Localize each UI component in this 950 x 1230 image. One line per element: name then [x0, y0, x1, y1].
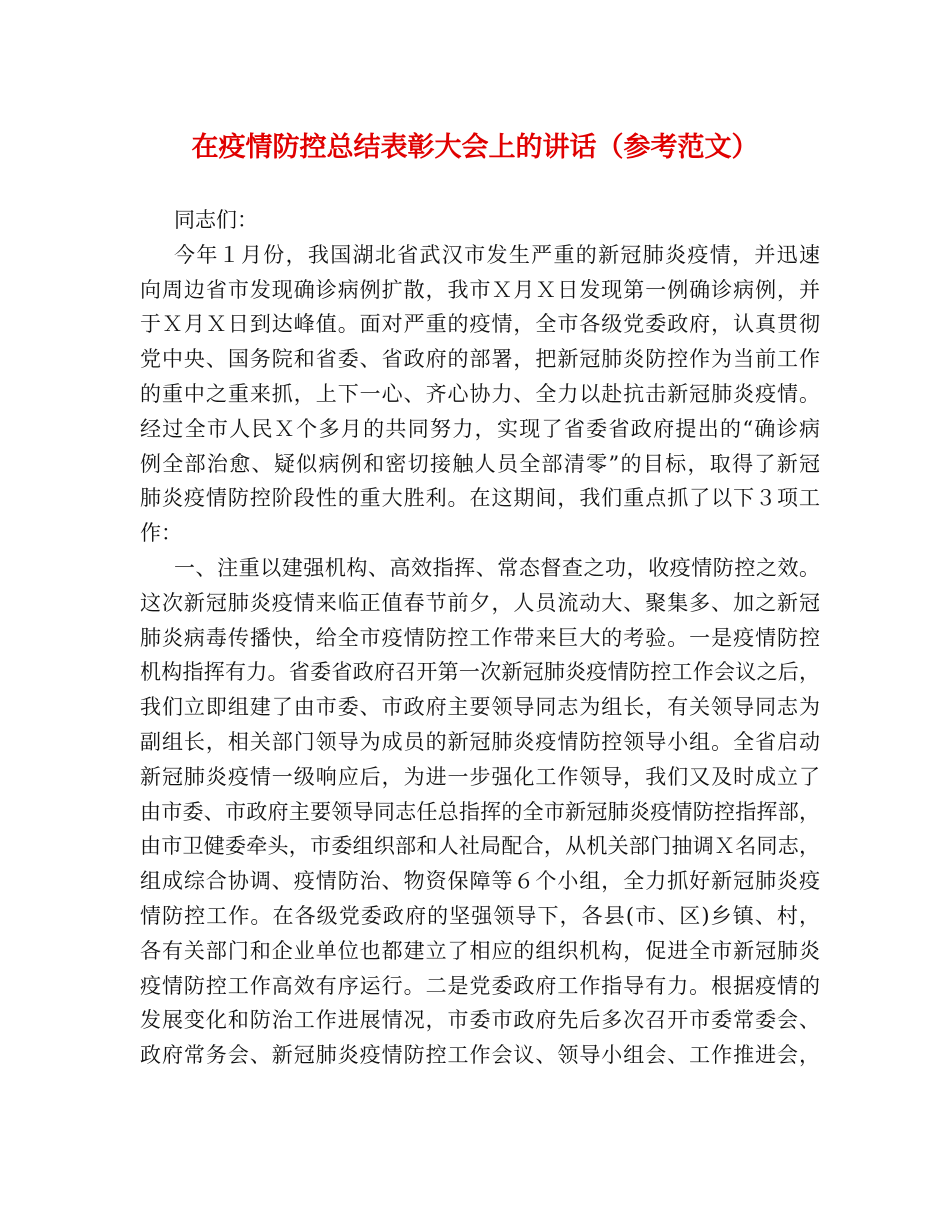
body-line: 于Ｘ月Ｘ日到达峰值。面对严重的疫情，全市各级党委政府，认真贯彻 [140, 312, 820, 337]
body-line: 经过全市人民Ｘ个多月的共同努力，实现了省委省政府提出的“确诊病 [140, 416, 820, 441]
body-line: 这次新冠肺炎疫情来临正值春节前夕，人员流动大、聚集多、加之新冠 [140, 590, 820, 615]
body-line: 组成综合协调、疫情防治、物资保障等６个小组，全力抓好新冠肺炎疫 [140, 869, 820, 894]
body-line: 作： [140, 521, 182, 546]
body-line: 发展变化和防治工作进展情况，市委市政府先后多次召开市委常委会、 [140, 1008, 820, 1033]
body-line: 今年１月份，我国湖北省武汉市发生严重的新冠肺炎疫情，并迅速 [174, 242, 820, 267]
body-line: 情防控工作。在各级党委政府的坚强领导下，各县(市、区)乡镇、村， [140, 903, 820, 928]
body-line: 新冠肺炎疫情一级响应后，为进一步强化工作领导，我们又及时成立了 [140, 764, 820, 789]
document-body [140, 203, 820, 1073]
body-line: 的重中之重来抓，上下一心、齐心协力、全力以赴抗击新冠肺炎疫情。 [140, 381, 820, 406]
body-line: 机构指挥有力。省委省政府召开第一次新冠肺炎疫情防控工作会议之后， [140, 660, 820, 685]
body-line: 向周边省市发现确诊病例扩散，我市Ｘ月Ｘ日发现第一例确诊病例，并 [140, 277, 820, 302]
body-line: 政府常务会、新冠肺炎疫情防控工作会议、领导小组会、工作推进会， [140, 1043, 820, 1068]
body-line: 我们立即组建了由市委、市政府主要领导同志为组长，有关领导同志为 [140, 695, 820, 720]
body-line: 各有关部门和企业单位也都建立了相应的组织机构，促进全市新冠肺炎 [140, 938, 820, 963]
body-line: 同志们： [174, 208, 258, 232]
body-line: 由市委、市政府主要领导同志任总指挥的全市新冠肺炎疫情防控指挥部， [140, 799, 820, 824]
body-line: 例全部治愈、疑似病例和密切接触人员全部清零”的目标，取得了新冠 [140, 451, 820, 476]
body-line: 肺炎疫情防控阶段性的重大胜利。在这期间，我们重点抓了以下３项工 [140, 486, 820, 511]
body-line: 党中央、国务院和省委、省政府的部署，把新冠肺炎防控作为当前工作 [140, 347, 820, 372]
body-line: 副组长，相关部门领导为成员的新冠肺炎疫情防控领导小组。全省启动 [140, 729, 820, 754]
body-line: 一、注重以建强机构、高效指挥、常态督查之功，收疫情防控之效。 [174, 555, 820, 580]
document-title: 在疫情防控总结表彰大会上的讲话（参考范文） [191, 132, 759, 163]
body-line: 由市卫健委牵头，市委组织部和人社局配合，从机关部门抽调Ｘ名同志， [140, 834, 820, 859]
body-line: 肺炎病毒传播快，给全市疫情防控工作带来巨大的考验。一是疫情防控 [140, 625, 820, 650]
body-line: 疫情防控工作高效有序运行。二是党委政府工作指导有力。根据疫情的 [140, 973, 820, 998]
